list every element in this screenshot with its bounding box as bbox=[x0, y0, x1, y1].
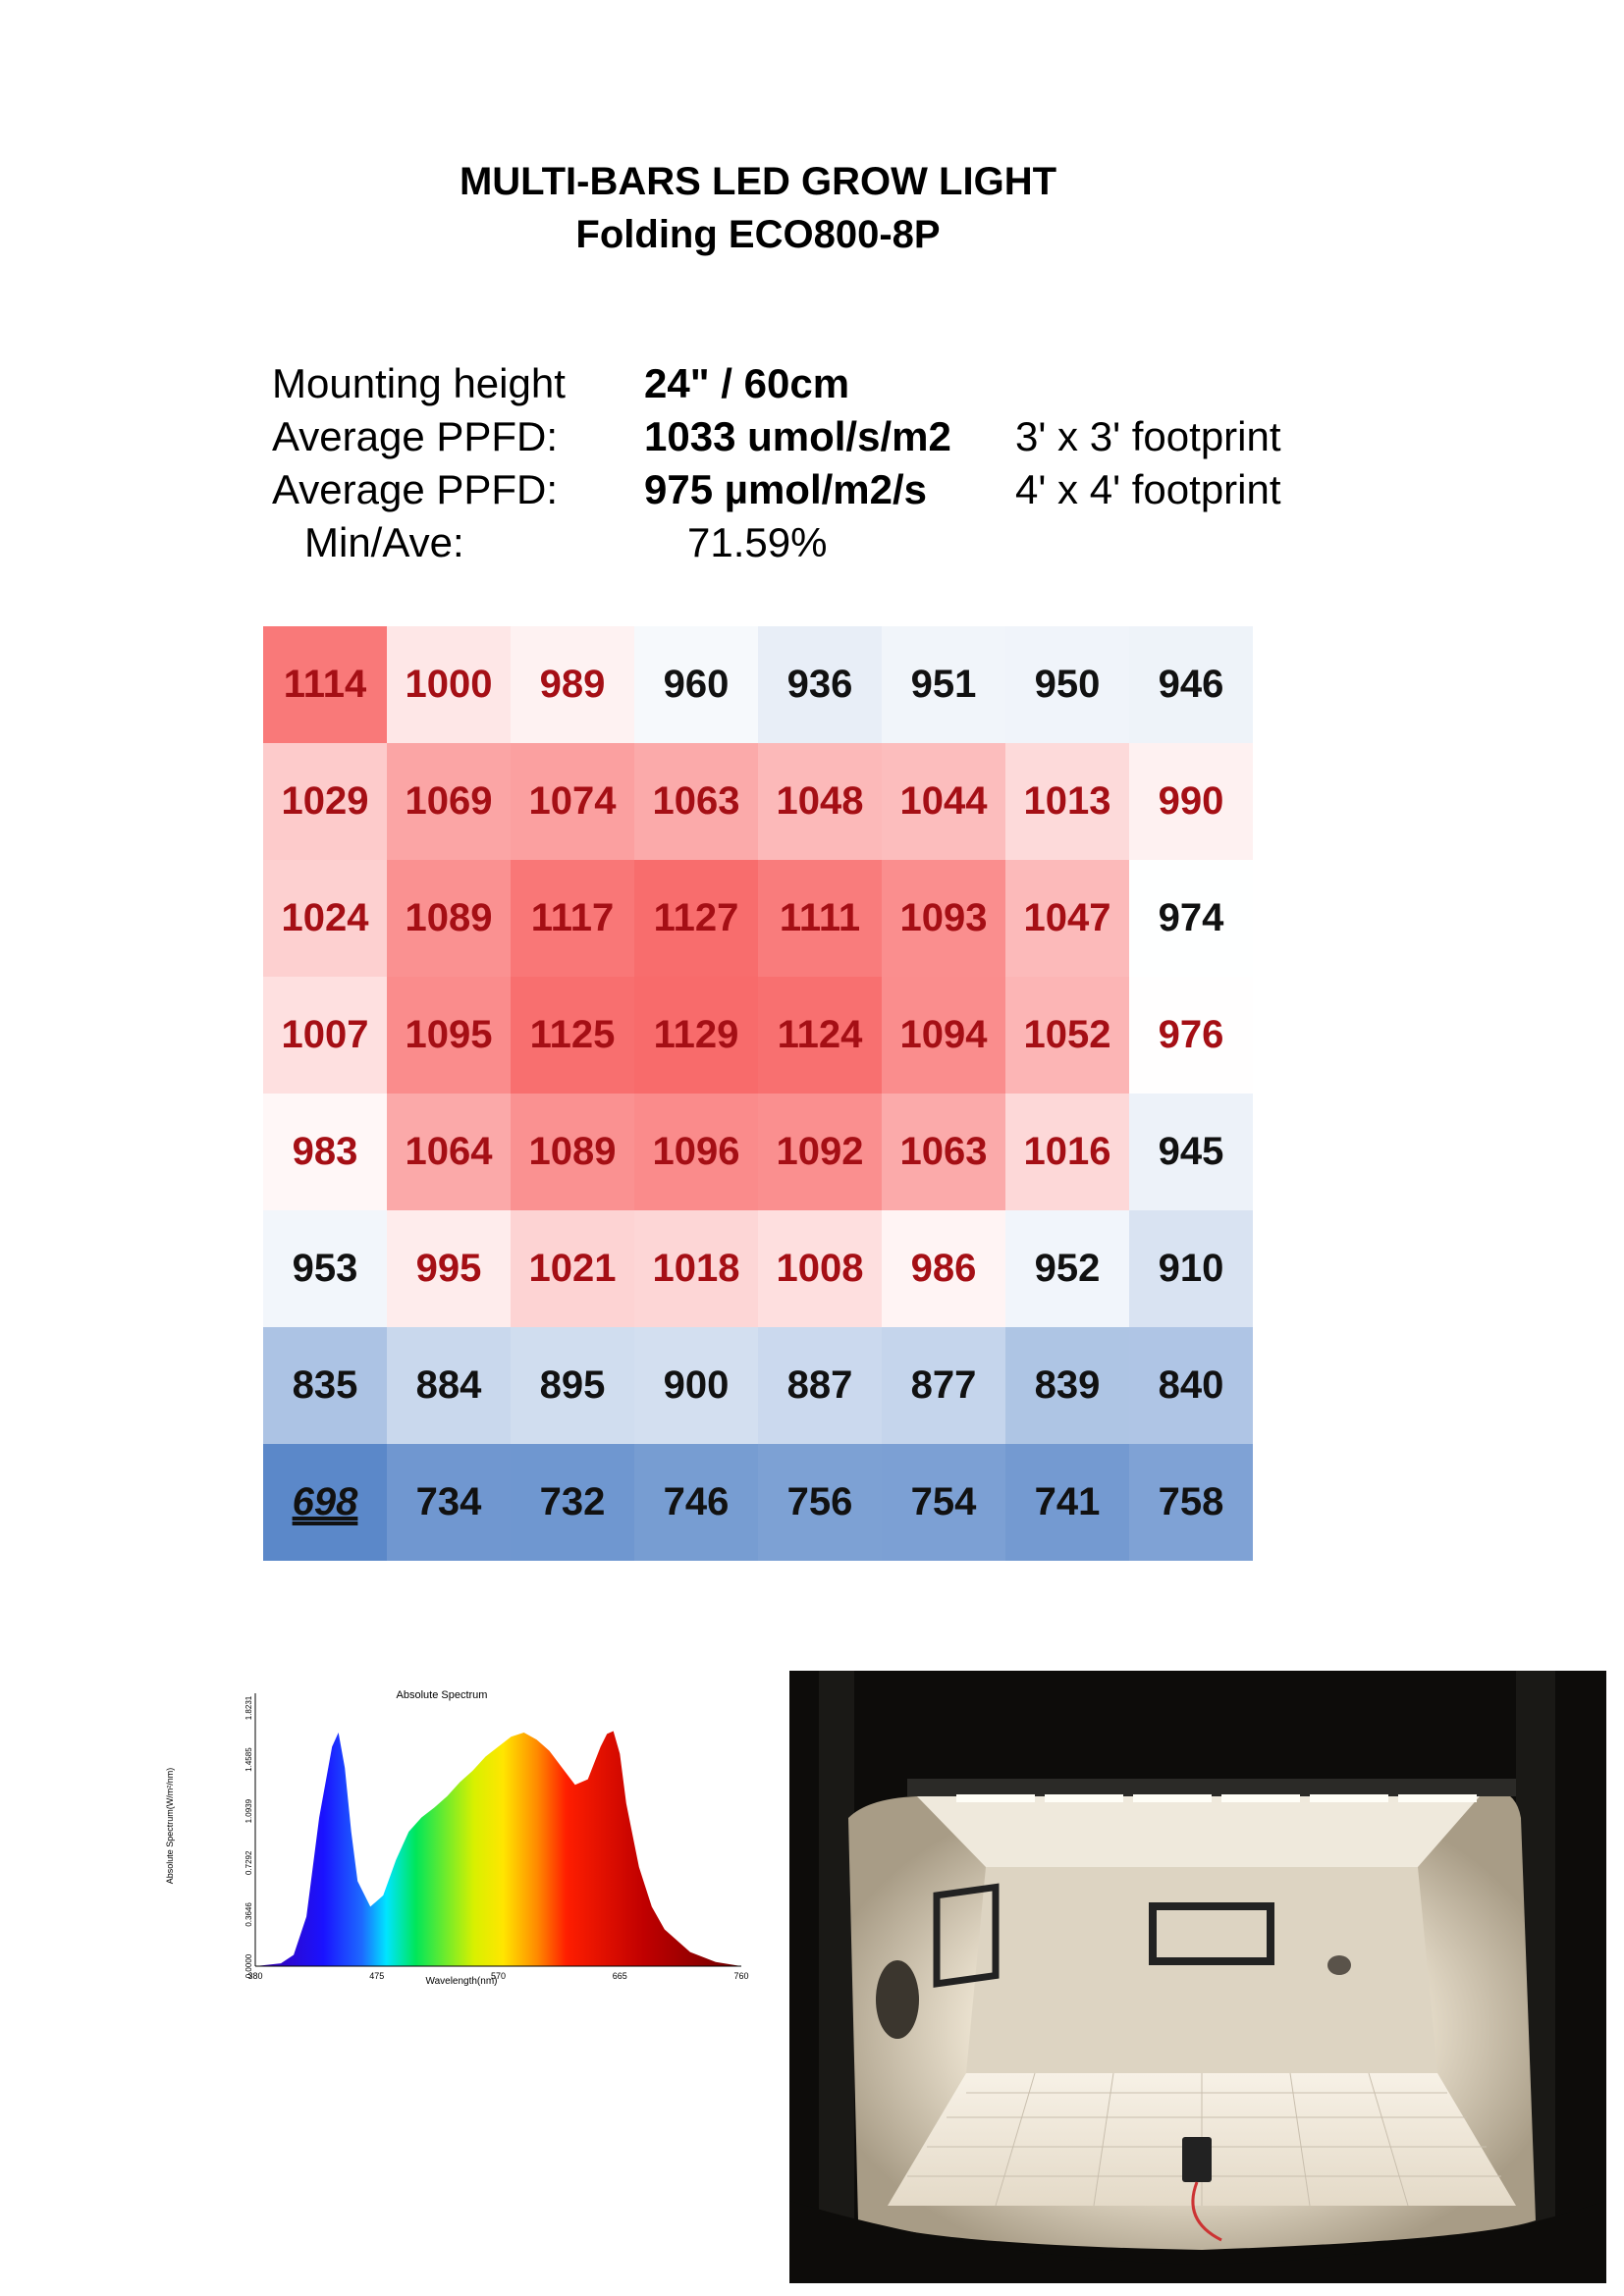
ppfd-cell-r6-c8: 910 bbox=[1129, 1210, 1253, 1327]
ppfd-cell-r3-c6: 1093 bbox=[882, 860, 1005, 977]
x-tick-label: 570 bbox=[490, 1971, 507, 1981]
spectrum-area bbox=[255, 1732, 741, 1967]
x-axis-label: Wavelength(nm) bbox=[425, 1976, 498, 1987]
spectrum-chart bbox=[157, 1669, 749, 1993]
ppfd-cell-r2-c7: 1013 bbox=[1005, 743, 1129, 860]
ppfd-cell-r1-c3: 989 bbox=[511, 626, 634, 743]
ppfd-cell-r7-c1: 835 bbox=[263, 1327, 387, 1444]
tent-pole-left bbox=[819, 1671, 854, 2283]
mounting-height-value: 24" / 60cm bbox=[644, 360, 850, 406]
x-tick-label: 380 bbox=[247, 1971, 263, 1981]
x-tick-label: 475 bbox=[369, 1971, 385, 1981]
y-tick-label: 0.3646 bbox=[244, 1902, 253, 1927]
ppfd-cell-r8-c4: 746 bbox=[634, 1444, 758, 1561]
footprint-note-1: 3' x 3' footprint bbox=[1015, 413, 1281, 459]
tent-back-wall bbox=[966, 1867, 1437, 2073]
ppfd-cell-r1-c2: 1000 bbox=[387, 626, 511, 743]
ppfd-cell-r4-c7: 1052 bbox=[1005, 977, 1129, 1094]
min-ave-value: 71.59% bbox=[687, 519, 828, 565]
ppfd-cell-r8-c1: 698 bbox=[263, 1444, 387, 1561]
ppfd-sensor bbox=[1182, 2137, 1212, 2182]
footprint-note-2: 4' x 4' footprint bbox=[1015, 466, 1281, 512]
ppfd-cell-r3-c1: 1024 bbox=[263, 860, 387, 977]
ppfd-cell-r7-c5: 887 bbox=[758, 1327, 882, 1444]
ppfd-cell-r6-c7: 952 bbox=[1005, 1210, 1129, 1327]
y-tick-label: 0.7292 bbox=[244, 1850, 253, 1876]
y-tick-label: 1.4585 bbox=[244, 1747, 253, 1772]
left-vent-hole bbox=[876, 1960, 919, 2039]
ppfd-cell-r2-c2: 1069 bbox=[387, 743, 511, 860]
ppfd-cell-r5-c6: 1063 bbox=[882, 1094, 1005, 1210]
ppfd-cell-r4-c1: 1007 bbox=[263, 977, 387, 1094]
ppfd-cell-r5-c8: 945 bbox=[1129, 1094, 1253, 1210]
ppfd-cell-r4-c8: 976 bbox=[1129, 977, 1253, 1094]
ppfd-cell-r1-c1: 1114 bbox=[263, 626, 387, 743]
ppfd-cell-r2-c5: 1048 bbox=[758, 743, 882, 860]
y-tick-label: 1.8231 bbox=[244, 1695, 253, 1721]
ppfd-cell-r5-c5: 1092 bbox=[758, 1094, 882, 1210]
ppfd-cell-r5-c4: 1096 bbox=[634, 1094, 758, 1210]
ppfd-cell-r7-c3: 895 bbox=[511, 1327, 634, 1444]
ppfd-cell-r4-c2: 1095 bbox=[387, 977, 511, 1094]
ppfd-cell-r2-c1: 1029 bbox=[263, 743, 387, 860]
ppfd-cell-r8-c3: 732 bbox=[511, 1444, 634, 1561]
ppfd-cell-r3-c3: 1117 bbox=[511, 860, 634, 977]
ppfd-cell-r5-c7: 1016 bbox=[1005, 1094, 1129, 1210]
ppfd-cell-r7-c2: 884 bbox=[387, 1327, 511, 1444]
ppfd-cell-r1-c8: 946 bbox=[1129, 626, 1253, 743]
x-tick-label: 760 bbox=[733, 1971, 749, 1981]
ppfd-cell-r2-c8: 990 bbox=[1129, 743, 1253, 860]
ppfd-cell-r6-c2: 995 bbox=[387, 1210, 511, 1327]
ppfd-cell-r1-c6: 951 bbox=[882, 626, 1005, 743]
ppfd-cell-r6-c5: 1008 bbox=[758, 1210, 882, 1327]
ppfd-cell-r4-c3: 1125 bbox=[511, 977, 634, 1094]
ppfd-cell-r3-c2: 1089 bbox=[387, 860, 511, 977]
average-ppfd-label-1: Average PPFD: bbox=[272, 413, 559, 459]
average-ppfd-label-2: Average PPFD: bbox=[272, 466, 559, 512]
ppfd-cell-r3-c7: 1047 bbox=[1005, 860, 1129, 977]
ppfd-cell-r4-c6: 1094 bbox=[882, 977, 1005, 1094]
ppfd-cell-r7-c4: 900 bbox=[634, 1327, 758, 1444]
chart-title: Absolute Spectrum bbox=[396, 1689, 488, 1701]
ppfd-cell-r1-c4: 960 bbox=[634, 626, 758, 743]
led-fixture-frame bbox=[907, 1779, 1516, 1796]
ppfd-cell-r4-c4: 1129 bbox=[634, 977, 758, 1094]
ppfd-cell-r2-c6: 1044 bbox=[882, 743, 1005, 860]
ppfd-cell-r8-c7: 741 bbox=[1005, 1444, 1129, 1561]
ppfd-cell-r7-c7: 839 bbox=[1005, 1327, 1129, 1444]
ppfd-cell-r5-c2: 1064 bbox=[387, 1094, 511, 1210]
ppfd-cell-r2-c3: 1074 bbox=[511, 743, 634, 860]
document-title: MULTI-BARS LED GROW LIGHT bbox=[459, 160, 1057, 203]
model-name: Folding ECO800-8P bbox=[575, 213, 941, 256]
ppfd-cell-r8-c2: 734 bbox=[387, 1444, 511, 1561]
mounting-height-label: Mounting height bbox=[272, 360, 566, 406]
average-ppfd-value-1: 1033 umol/s/m2 bbox=[644, 413, 951, 459]
ppfd-cell-r7-c6: 877 bbox=[882, 1327, 1005, 1444]
ppfd-cell-r1-c7: 950 bbox=[1005, 626, 1129, 743]
average-ppfd-value-2: 975 µmol/m2/s bbox=[644, 466, 928, 512]
y-axis-label: Absolute Spectrum(W/m²/nm) bbox=[165, 1767, 175, 1885]
ppfd-cell-r1-c5: 936 bbox=[758, 626, 882, 743]
ppfd-heatmap-grid bbox=[263, 626, 1253, 1561]
ppfd-cell-r3-c5: 1111 bbox=[758, 860, 882, 977]
ppfd-cell-r2-c4: 1063 bbox=[634, 743, 758, 860]
y-tick-label: 1.0939 bbox=[244, 1798, 253, 1824]
ppfd-cell-r6-c6: 986 bbox=[882, 1210, 1005, 1327]
x-tick-label: 665 bbox=[612, 1971, 627, 1981]
ppfd-cell-r5-c3: 1089 bbox=[511, 1094, 634, 1210]
ppfd-cell-r3-c4: 1127 bbox=[634, 860, 758, 977]
ppfd-cell-r6-c1: 953 bbox=[263, 1210, 387, 1327]
ppfd-cell-r4-c5: 1124 bbox=[758, 977, 882, 1094]
ppfd-cell-r6-c3: 1021 bbox=[511, 1210, 634, 1327]
ppfd-cell-r6-c4: 1018 bbox=[634, 1210, 758, 1327]
ppfd-cell-r7-c8: 840 bbox=[1129, 1327, 1253, 1444]
ppfd-cell-r3-c8: 974 bbox=[1129, 860, 1253, 977]
ppfd-cell-r8-c5: 756 bbox=[758, 1444, 882, 1561]
min-ave-label: Min/Ave: bbox=[304, 519, 464, 565]
grow-tent-photo bbox=[789, 1671, 1606, 2283]
ppfd-cell-r5-c1: 983 bbox=[263, 1094, 387, 1210]
ppfd-cell-r8-c6: 754 bbox=[882, 1444, 1005, 1561]
y-tick-label: 0.0000 bbox=[244, 1953, 253, 1979]
back-vent-hole bbox=[1327, 1955, 1351, 1975]
ppfd-cell-r8-c8: 758 bbox=[1129, 1444, 1253, 1561]
